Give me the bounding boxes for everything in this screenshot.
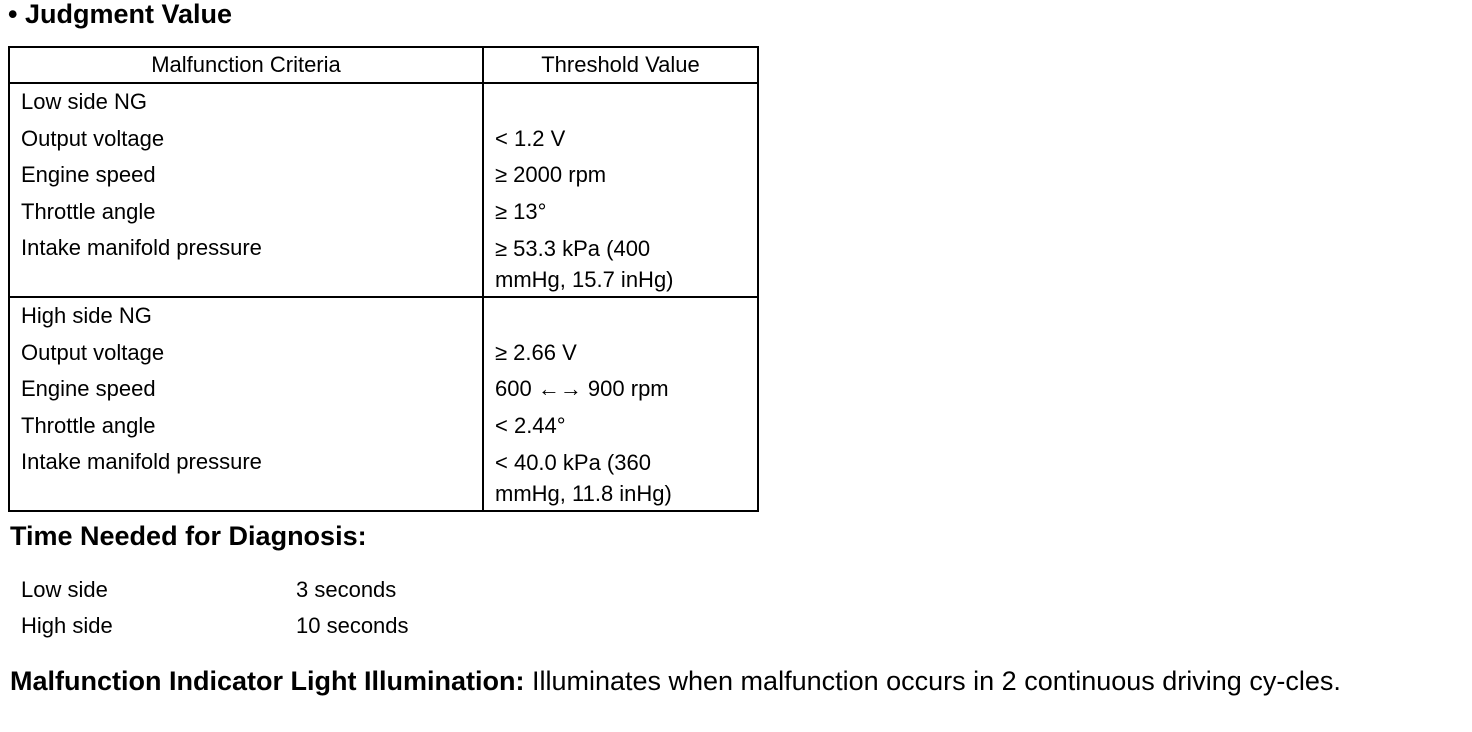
threshold-value-line: ≥ 53.3 kPa (400 (495, 236, 651, 261)
table-row-high-side (9, 297, 758, 511)
judgment-value-heading: • Judgment Value (8, 0, 233, 29)
threshold-value: < 1.2 V (495, 125, 566, 151)
mil-label: Malfunction Indicator Light Illumination: (10, 666, 525, 696)
criteria-label: Engine speed (21, 376, 156, 401)
threshold-value: ≥ 2.66 V (495, 339, 577, 365)
threshold-spacer (484, 84, 757, 121)
threshold-value-line: mmHg, 11.8 inHg) (495, 481, 672, 506)
mil-illumination-paragraph (10, 664, 1450, 698)
mil-text: Illuminates when malfunction occurs in 2 continuous driving cy-cles. (524, 666, 1341, 696)
high-side-title: High side NG (21, 303, 152, 328)
diagnosis-time-heading: Time Needed for Diagnosis: (10, 521, 367, 551)
threshold-spacer (484, 298, 757, 335)
threshold-value-line: < 40.0 kPa (360 (495, 450, 651, 475)
threshold-value: 600 ←→ 900 rpm (495, 376, 669, 401)
threshold-value: < 2.44° (495, 412, 566, 438)
table-row-low-side (9, 83, 758, 297)
threshold-value: ≥ 2000 rpm (495, 162, 607, 187)
threshold-value-multiline (484, 444, 757, 510)
criteria-label: Intake manifold pressure (21, 449, 262, 474)
threshold-value-multiline (484, 230, 757, 296)
diagnosis-label: Low side (21, 577, 108, 602)
judgment-value-table (8, 46, 759, 512)
high-side-criteria-cell (9, 297, 483, 511)
diagnosis-value: 3 seconds (296, 577, 397, 602)
diagnosis-value: 10 seconds (296, 613, 409, 638)
threshold-value-line: mmHg, 15.7 inHg) (495, 267, 674, 292)
table-header-row (9, 47, 758, 83)
threshold-value: ≥ 13° (495, 198, 547, 224)
header-threshold-value: Threshold Value (483, 47, 758, 83)
low-side-criteria-cell (9, 83, 483, 297)
criteria-label: Intake manifold pressure (21, 235, 262, 260)
criteria-label: Engine speed (21, 162, 156, 187)
diagnosis-label: High side (21, 613, 113, 638)
low-side-threshold-cell (483, 83, 758, 297)
high-side-threshold-cell (483, 297, 758, 511)
low-side-title: Low side NG (21, 89, 147, 114)
criteria-label: Throttle angle (21, 198, 156, 224)
criteria-label: Throttle angle (21, 412, 156, 438)
criteria-label: Output voltage (21, 125, 165, 151)
criteria-label: Output voltage (21, 339, 165, 365)
header-malfunction-criteria: Malfunction Criteria (9, 47, 483, 83)
